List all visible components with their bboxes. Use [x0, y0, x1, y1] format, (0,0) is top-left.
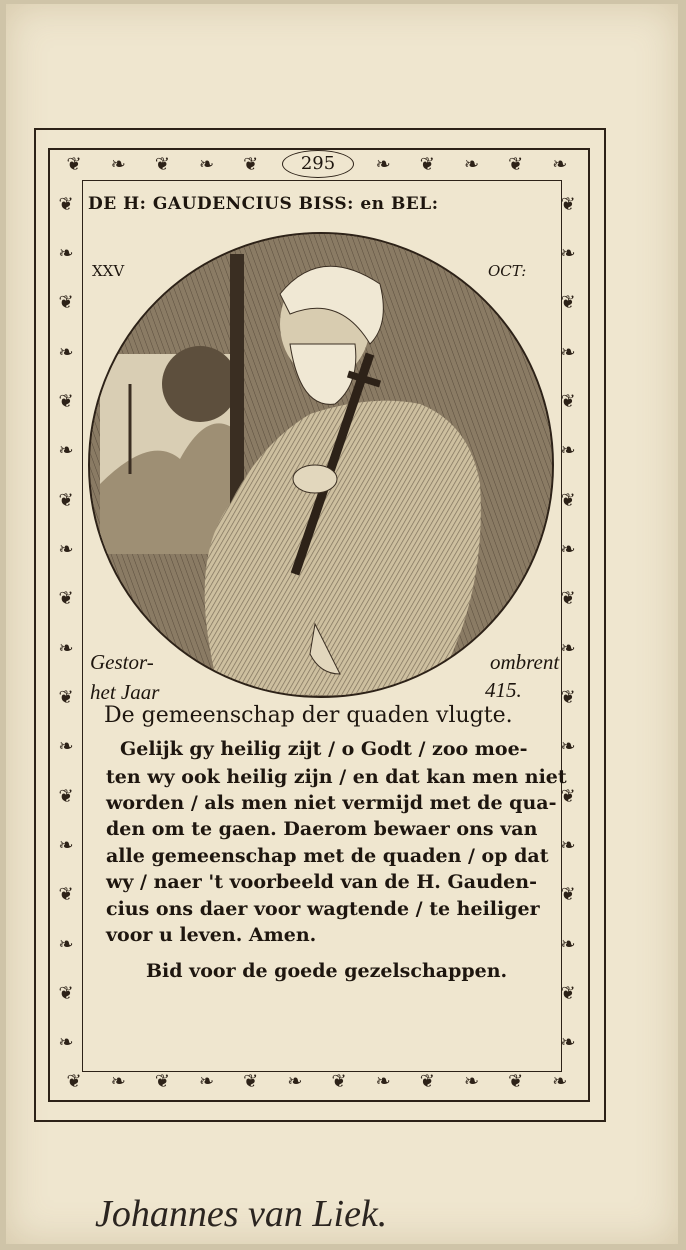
- prayer-line: alle gemeenschap met de quaden / op dat: [106, 845, 549, 867]
- prayer-line: ten wy ook heilig zijn / en dat kan men niet: [106, 766, 567, 788]
- frame-top-ornament: ❦ ❧ ❦ ❧ ❦ ❧ ❦ ❧ ❦ ❧: [66, 154, 568, 175]
- prayer-line: voor u leven. Amen.: [106, 924, 317, 946]
- saint-engraving: [90, 234, 552, 696]
- prayer-line: worden / als men niet vermijd met de qua-: [106, 792, 557, 814]
- handwritten-signature: Johannes van Liek.: [95, 1193, 388, 1235]
- feast-month: OCT:: [488, 262, 527, 280]
- caption-left-line2: het Jaar: [90, 680, 160, 704]
- saint-portrait-medallion: [88, 232, 554, 698]
- prayer-line: den om te gaen. Daerom bewaer ons van: [106, 818, 538, 840]
- caption-right-line1: ombrent: [490, 650, 560, 674]
- frame-right-ornament: ❦ ❧ ❦ ❧ ❦ ❧ ❦ ❧ ❦ ❧ ❦ ❧ ❦ ❧ ❦ ❧ ❦ ❧: [560, 193, 576, 1054]
- prayer-line: Gelijk gy heilig zijt / o Godt / zoo moe-: [120, 738, 528, 760]
- prayer-heading: De gemeenschap der quaden vlugte.: [104, 703, 513, 728]
- prayer-line: cius ons daer voor wagtende / te heiliger: [106, 898, 540, 920]
- prayer-line: wy / naer 't voorbeeld van de H. Gauden-: [106, 871, 537, 893]
- feast-day: XXV: [92, 262, 125, 280]
- saint-title: DE H: GAUDENCIUS BISS: en BEL:: [88, 194, 439, 214]
- frame-bottom-ornament: ❦ ❧ ❦ ❧ ❦ ❧ ❦ ❧ ❦ ❧ ❦ ❧: [66, 1071, 568, 1092]
- caption-left-line1: Gestor-: [90, 650, 154, 674]
- caption-right-line2: 415.: [485, 678, 522, 702]
- frame-left-ornament: ❦ ❧ ❦ ❧ ❦ ❧ ❦ ❧ ❦ ❧ ❦ ❧ ❦ ❧ ❦ ❧ ❦ ❧: [58, 193, 74, 1054]
- page-number: 295: [282, 150, 354, 178]
- prayer-closing: Bid voor de goede gezelschappen.: [146, 960, 508, 982]
